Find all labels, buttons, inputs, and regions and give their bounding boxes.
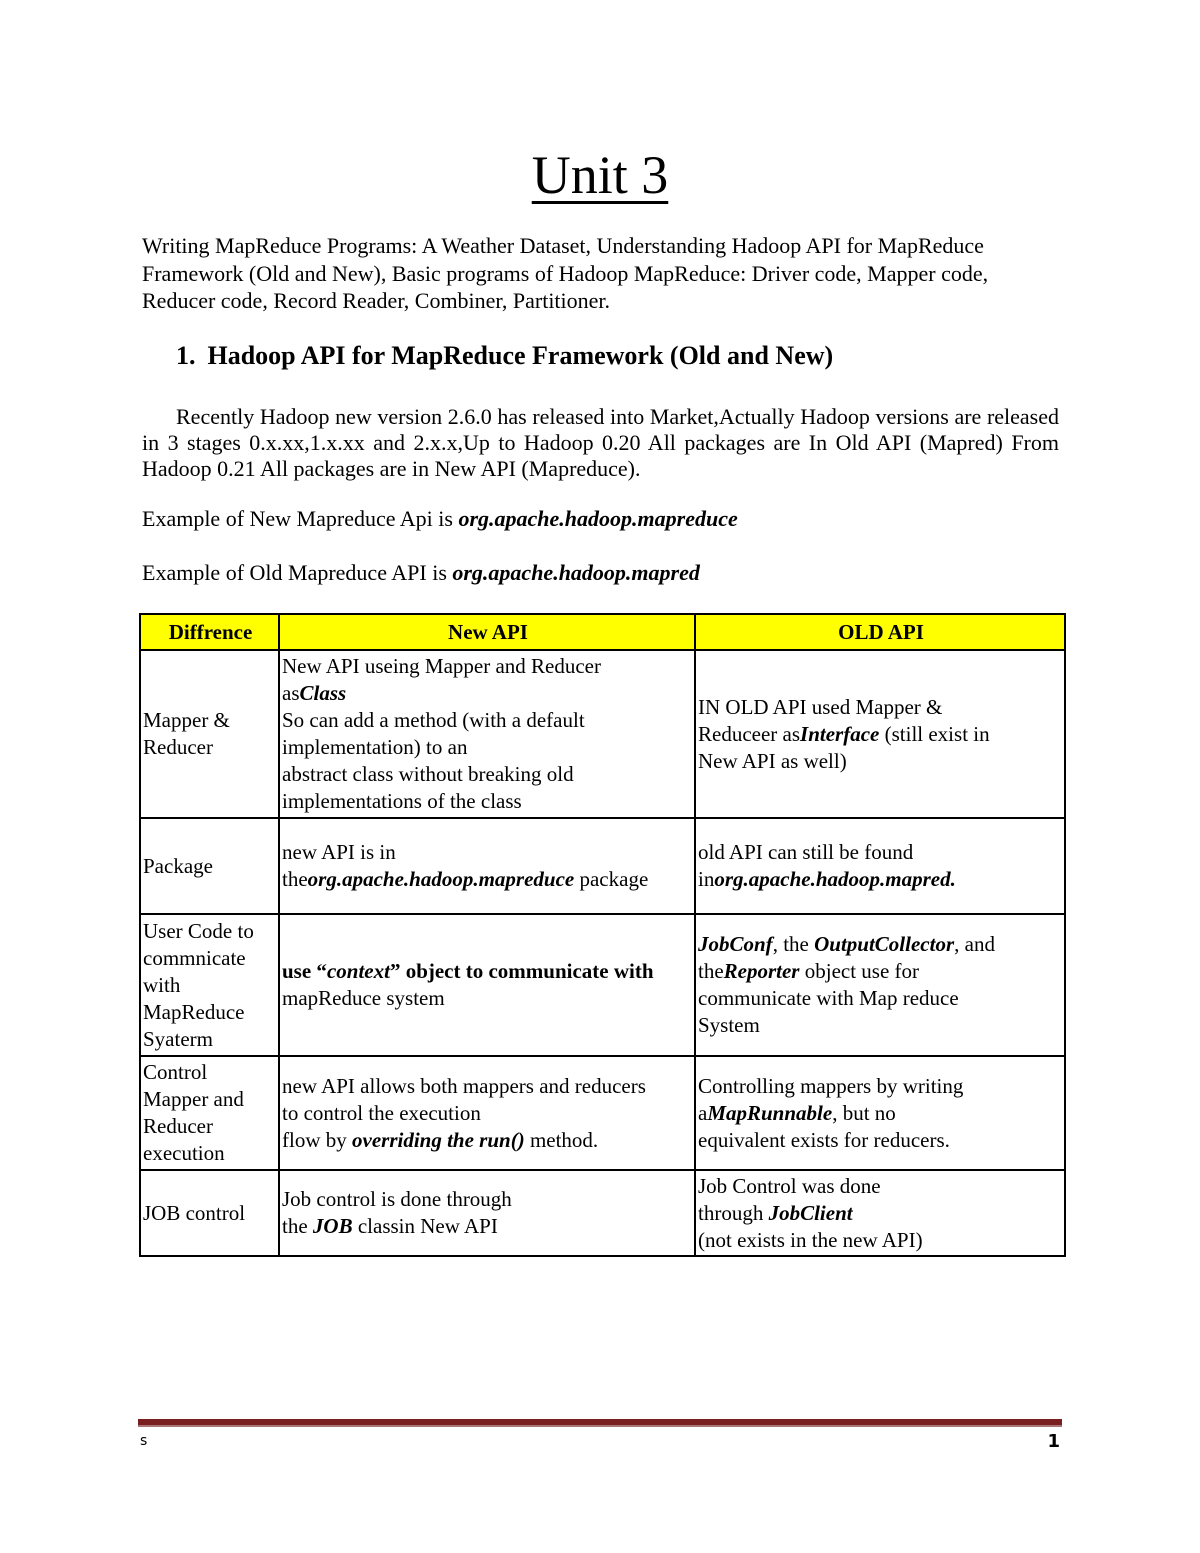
cell-new-control-execution: new API allows both mappers and reducers to control the execution flow by overriding the run() method.	[279, 1056, 695, 1170]
example-old-prefix: Example of Old Mapreduce API is	[142, 560, 453, 585]
header-new-api: New API	[279, 614, 695, 650]
api-comparison-table	[139, 613, 1066, 1257]
table-row	[140, 818, 1065, 914]
cell-new-mapper-reducer: New API useing Mapper and Reducer asClass So can add a method (with a default implementation) to an abstract class without breaking old implementations of the class	[279, 650, 695, 818]
page-title: Unit 3	[531, 145, 669, 205]
intro-paragraph: Recently Hadoop new version 2.6.0 has released into Market,Actually Hadoop versions are released in 3 stages 0.x.xx,1.x.xx and 2.x.x,Up to Hadoop 0.20 All packages are In Old API (Mapred) From Hadoop 0.21 All packages are in New API (Mapreduce).	[142, 404, 1059, 481]
table-row	[140, 650, 1065, 818]
section-heading	[176, 339, 833, 373]
row-label-job-control: JOB control	[140, 1170, 279, 1256]
cell-old-package: old API can still be found inorg.apache.hadoop.mapred.	[695, 818, 1065, 914]
cell-old-user-code: JobConf, the OutputCollector, and theReporter object use for communicate with Map reduce System	[695, 914, 1065, 1056]
footer-text: s	[140, 1433, 148, 1449]
syllabus-paragraph: Writing MapReduce Programs: A Weather Dataset, Understanding Hadoop API for MapReduce Framework (Old and New), Basic programs of Hadoop MapReduce: Driver code, Mapper code, Reducer code, Record Reader, Combiner, Partitioner.	[142, 233, 989, 313]
cell-new-job-control: Job control is done through the JOB classin New API	[279, 1170, 695, 1256]
header-difference: Diffrence	[140, 614, 279, 650]
header-old-api: OLD API	[695, 614, 1065, 650]
cell-old-control-execution: Controlling mappers by writing aMapRunnable, but no equivalent exists for reducers.	[695, 1056, 1065, 1170]
page-number: 1	[1047, 1431, 1060, 1452]
example-new-api	[142, 505, 738, 533]
row-label-user-code: User Code to commnicate with MapReduce Syaterm	[140, 914, 279, 1056]
table-row	[140, 1056, 1065, 1170]
example-new-package: org.apache.hadoop.mapreduce	[458, 506, 738, 531]
cell-new-package: new API is in theorg.apache.hadoop.mapreduce package	[279, 818, 695, 914]
cell-old-job-control: Job Control was done through JobClient (not exists in the new API)	[695, 1170, 1065, 1256]
table-row	[140, 1170, 1065, 1256]
cell-old-mapper-reducer: IN OLD API used Mapper & Reduceer asInterface (still exist in New API as well)	[695, 650, 1065, 818]
section-number: 1.	[176, 341, 196, 370]
example-new-prefix: Example of New Mapreduce Api is	[142, 506, 459, 531]
table-header-row	[140, 614, 1065, 650]
example-old-api	[142, 559, 700, 587]
section-title: Hadoop API for MapReduce Framework (Old and New)	[207, 341, 834, 370]
cell-new-user-code: use “context” object to communicate with mapReduce system	[279, 914, 695, 1056]
row-label-mapper-reducer: Mapper & Reducer	[140, 650, 279, 818]
table-row	[140, 914, 1065, 1056]
row-label-control-execution: Control Mapper and Reducer execution	[140, 1056, 279, 1170]
row-label-package: Package	[140, 818, 279, 914]
footer-divider	[138, 1419, 1062, 1427]
example-old-package: org.apache.hadoop.mapred	[452, 560, 700, 585]
